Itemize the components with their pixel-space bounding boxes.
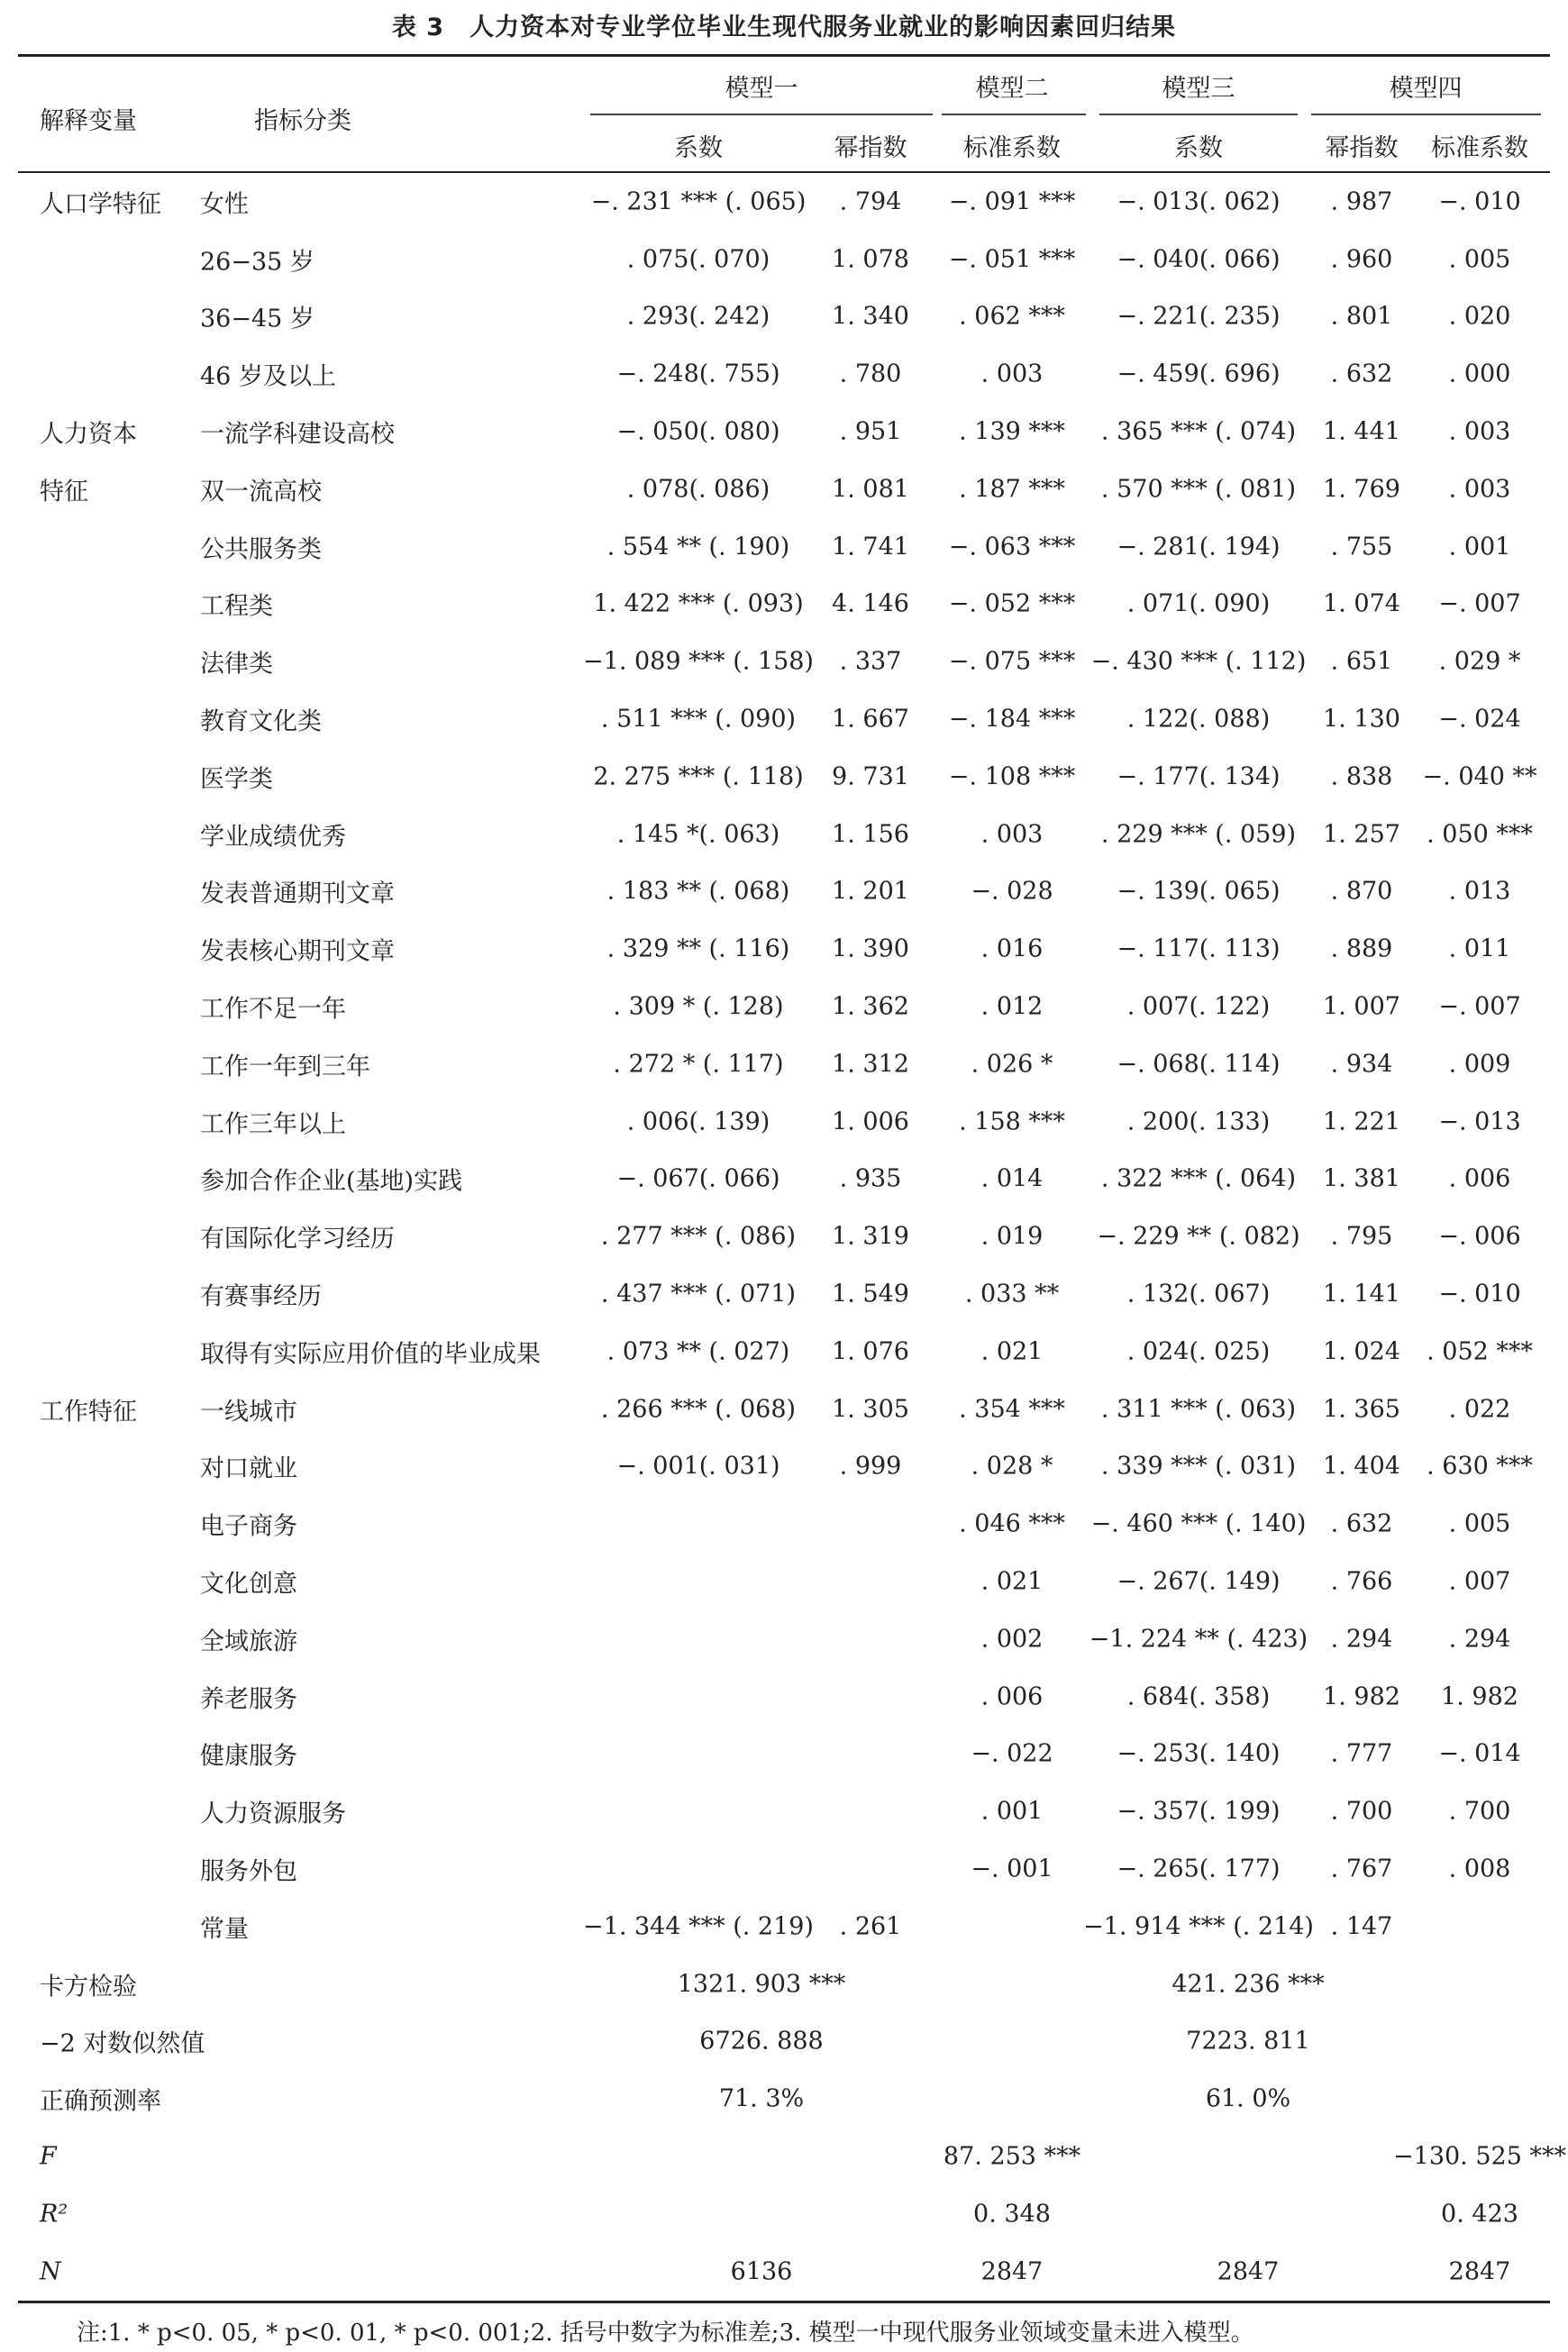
stat-m1: 1321. 903 ***	[677, 1970, 846, 1999]
m3-exp: . 838	[1330, 762, 1393, 791]
m3-coef: −. 117(. 113)	[1117, 934, 1281, 963]
m2-std: . 021	[980, 1337, 1044, 1366]
m4-std: . 006	[1448, 1164, 1511, 1193]
table-row	[0, 1782, 1568, 1840]
m3-coef: . 570 *** (. 081)	[1100, 475, 1297, 504]
row-item: 电子商务	[200, 1512, 297, 1541]
row-item: 健康服务	[200, 1742, 297, 1771]
m4-std: 1. 982	[1441, 1682, 1518, 1711]
table-row	[0, 1668, 1568, 1726]
m4-std: −. 010	[1438, 187, 1521, 216]
m2-std: . 003	[980, 360, 1044, 388]
stat-m3: 421. 236 ***	[1171, 1970, 1325, 1999]
row-item: 公共服务类	[200, 535, 322, 564]
table-row	[0, 1840, 1568, 1898]
m1-exp: . 780	[839, 360, 902, 388]
m3-coef: −. 229 ** (. 082)	[1097, 1222, 1300, 1251]
m4-std: . 700	[1448, 1797, 1511, 1826]
m1-exp: 1. 667	[832, 705, 909, 734]
header-model-2: 模型二	[975, 75, 1049, 103]
m1-coef: . 272 * (. 117)	[613, 1050, 784, 1079]
m3-coef: . 229 *** (. 059)	[1100, 820, 1297, 849]
stat-label: R²	[40, 2200, 68, 2229]
m3-exp: 1. 982	[1323, 1682, 1400, 1711]
m2-std: . 354 ***	[959, 1395, 1065, 1424]
m1-exp: 1. 340	[832, 302, 909, 331]
model-1-underline	[590, 114, 933, 115]
m4-std: −. 007	[1438, 992, 1521, 1021]
m3-coef: −. 068(. 114)	[1117, 1050, 1281, 1079]
m2-std: −. 001	[971, 1855, 1053, 1883]
stat-label: N	[40, 2257, 61, 2286]
m3-exp: . 767	[1330, 1855, 1393, 1883]
m2-std: . 046 ***	[959, 1509, 1065, 1538]
m1-exp: . 337	[839, 647, 902, 676]
m1-exp: 1. 006	[832, 1108, 909, 1136]
m2-std: −. 022	[971, 1739, 1053, 1768]
m3-exp: 1. 404	[1323, 1452, 1400, 1481]
header-model-1: 模型一	[725, 75, 798, 103]
table-row	[0, 345, 1568, 403]
m1-coef: . 075(. 070)	[626, 245, 770, 274]
row-item: 法律类	[200, 650, 273, 679]
table-row	[0, 518, 1568, 576]
m2-std: . 062 ***	[959, 302, 1065, 331]
m2-std: . 158 ***	[959, 1108, 1065, 1136]
table-row	[0, 288, 1568, 346]
row-item: 有国际化学习经历	[200, 1225, 395, 1253]
stat-m3: 7223. 811	[1186, 2027, 1310, 2056]
m1-exp: 1. 319	[832, 1222, 909, 1251]
m2-std: . 003	[980, 820, 1044, 849]
table-row	[0, 1898, 1568, 1955]
stats-row	[0, 1955, 1568, 2013]
stat-m2: 2847	[980, 2257, 1044, 2286]
row-group: 人力资本	[40, 420, 137, 449]
m3-coef: −. 040(. 066)	[1117, 245, 1281, 274]
m1-exp: 1. 741	[832, 533, 909, 561]
m4-std: . 005	[1448, 1509, 1511, 1538]
stats-row	[0, 2013, 1568, 2071]
m3-coef: −. 267(. 149)	[1117, 1567, 1281, 1596]
stats-row	[0, 2128, 1568, 2185]
subheader-m1-coef: 系数	[674, 134, 723, 162]
m4-std: . 008	[1448, 1855, 1511, 1883]
m3-coef: −. 281(. 194)	[1117, 533, 1281, 561]
m2-std: . 002	[980, 1625, 1044, 1654]
m3-coef: . 339 *** (. 031)	[1100, 1452, 1297, 1481]
m4-std: . 294	[1448, 1625, 1511, 1654]
m2-std: . 012	[980, 992, 1044, 1021]
m4-std: . 003	[1448, 475, 1511, 504]
m3-exp: . 801	[1330, 302, 1393, 331]
m4-std: −. 010	[1438, 1280, 1521, 1308]
m1-exp: . 794	[839, 187, 902, 216]
stat-label: −2 对数似然值	[40, 2029, 205, 2058]
m1-exp: 1. 312	[832, 1050, 909, 1079]
table-body	[0, 173, 1568, 2300]
table-row	[0, 633, 1568, 690]
table-row	[0, 1438, 1568, 1496]
m3-coef: −. 221(. 235)	[1117, 302, 1281, 331]
m1-coef: −. 231 *** (. 065)	[590, 187, 807, 216]
m4-std: −. 007	[1438, 589, 1521, 618]
m4-std: −. 006	[1438, 1222, 1521, 1251]
m1-exp: . 261	[839, 1912, 902, 1941]
m3-exp: . 870	[1330, 877, 1393, 906]
m4-std: . 022	[1448, 1395, 1511, 1424]
m1-coef: . 277 *** (. 086)	[600, 1222, 797, 1251]
m4-std: . 013	[1448, 877, 1511, 906]
row-item: 46 岁及以上	[200, 362, 336, 391]
m4-std: . 029 *	[1438, 647, 1521, 676]
m2-std: . 026 *	[971, 1050, 1053, 1079]
m2-std: −. 028	[971, 877, 1053, 906]
m4-std: . 003	[1448, 417, 1511, 446]
stats-row	[0, 2070, 1568, 2128]
row-item: 取得有实际应用价值的毕业成果	[200, 1340, 541, 1369]
stat-m3: 61. 0%	[1205, 2084, 1291, 2113]
row-item: 对口就业	[200, 1454, 297, 1483]
m3-coef: −. 430 *** (. 112)	[1090, 647, 1307, 676]
m4-std: . 011	[1448, 934, 1511, 963]
header-model-3: 模型三	[1162, 75, 1235, 103]
row-item: 发表核心期刊文章	[200, 937, 395, 966]
table-note: 注:1. * p<0. 05, * p<0. 01, * p<0. 001;2. 括号中数字为标准差;3. 模型一中现代服务业领域变量未进入模型。	[77, 2320, 1254, 2347]
m3-coef: −1. 914 *** (. 214)	[1083, 1912, 1314, 1941]
stat-m3: 2847	[1217, 2257, 1280, 2286]
m1-coef: −. 067(. 066)	[616, 1164, 780, 1193]
table-row	[0, 1208, 1568, 1265]
m2-std: . 016	[980, 934, 1044, 963]
m2-std: . 187 ***	[959, 475, 1065, 504]
m3-exp: . 755	[1330, 533, 1393, 561]
m1-coef: . 309 * (. 128)	[613, 992, 784, 1021]
model-3-underline	[1099, 114, 1298, 115]
row-item: 全域旅游	[200, 1627, 297, 1656]
row-group: 特征	[40, 478, 88, 506]
row-item: 26−35 岁	[200, 248, 315, 277]
m2-std: . 019	[980, 1222, 1044, 1251]
m2-std: . 006	[980, 1682, 1044, 1711]
m3-coef: −. 139(. 065)	[1117, 877, 1281, 906]
row-group: 人口学特征	[40, 190, 161, 219]
m1-coef: −. 001(. 031)	[616, 1452, 780, 1481]
m4-std: −. 040 **	[1422, 762, 1537, 791]
bottom-rule	[18, 2301, 1550, 2303]
m2-std: −. 051 ***	[948, 245, 1076, 274]
m1-exp: 9. 731	[832, 762, 909, 791]
stat-m1: 6136	[730, 2257, 793, 2286]
m1-coef: . 073 ** (. 027)	[606, 1337, 790, 1366]
m4-std: . 052 ***	[1427, 1337, 1533, 1366]
row-item: 常量	[200, 1915, 249, 1944]
m1-coef: 2. 275 *** (. 118)	[593, 762, 804, 791]
m4-std: . 020	[1448, 302, 1511, 331]
m2-std: −. 091 ***	[948, 187, 1076, 216]
row-item: 服务外包	[200, 1857, 297, 1886]
m3-exp: . 960	[1330, 245, 1393, 274]
row-item: 双一流高校	[200, 478, 322, 506]
header-model-4: 模型四	[1389, 75, 1463, 103]
m3-exp: 1. 221	[1323, 1108, 1400, 1136]
m1-coef: . 078(. 086)	[626, 475, 770, 504]
m3-coef: . 200(. 133)	[1126, 1108, 1271, 1136]
m4-std: . 050 ***	[1427, 820, 1533, 849]
subheader-m1-exp: 幂指数	[834, 134, 907, 162]
table-row	[0, 1553, 1568, 1610]
row-item: 养老服务	[200, 1685, 297, 1714]
m4-std: −. 013	[1438, 1108, 1521, 1136]
stat-m1: 71. 3%	[718, 2084, 805, 2113]
row-item: 有赛事经历	[200, 1282, 322, 1311]
m1-coef: −. 050(. 080)	[616, 417, 780, 446]
stat-m2: 87. 253 ***	[943, 2142, 1081, 2171]
row-item: 工作不足一年	[200, 995, 346, 1024]
m3-coef: . 365 *** (. 074)	[1100, 417, 1297, 446]
stats-row	[0, 2185, 1568, 2243]
table-row	[0, 1726, 1568, 1783]
row-item: 文化创意	[200, 1570, 297, 1599]
m3-exp: . 632	[1330, 1509, 1393, 1538]
m2-std: . 014	[980, 1164, 1044, 1193]
m3-coef: . 132(. 067)	[1126, 1280, 1271, 1308]
stat-m4: 0. 423	[1441, 2200, 1518, 2229]
m3-coef: −. 265(. 177)	[1117, 1855, 1281, 1883]
top-rule	[18, 54, 1550, 57]
row-item: 女性	[200, 190, 249, 219]
row-item: 工程类	[200, 592, 273, 621]
row-item: 参加合作企业(基地)实践	[200, 1167, 463, 1196]
stat-label: 卡方检验	[40, 1973, 137, 2001]
m4-std: −. 014	[1438, 1739, 1521, 1768]
model-4-underline	[1311, 114, 1541, 115]
table-row	[0, 403, 1568, 460]
m1-exp: 4. 146	[832, 589, 909, 618]
stat-m4: −130. 525 ***	[1393, 2142, 1566, 2171]
m4-std: −. 024	[1438, 705, 1521, 734]
stat-label: 正确预测率	[40, 2087, 161, 2116]
stat-m1: 6726. 888	[699, 2027, 824, 2056]
row-item: 一流学科建设高校	[200, 420, 395, 449]
m3-coef: −. 357(. 199)	[1117, 1797, 1281, 1826]
m1-coef: . 145 *(. 063)	[616, 820, 780, 849]
m2-std: −. 063 ***	[948, 533, 1076, 561]
m1-exp: 1. 078	[832, 245, 909, 274]
m3-exp: 1. 007	[1323, 992, 1400, 1021]
m3-exp: . 889	[1330, 934, 1393, 963]
header-category: 指标分类	[254, 107, 351, 135]
m1-exp: . 951	[839, 417, 902, 446]
row-item: 发表普通期刊文章	[200, 880, 395, 908]
table-row	[0, 1151, 1568, 1208]
subheader-m2-std: 标准系数	[963, 134, 1061, 162]
row-item: 人力资源服务	[200, 1800, 346, 1828]
m3-coef: . 322 *** (. 064)	[1100, 1164, 1297, 1193]
m3-exp: . 795	[1330, 1222, 1393, 1251]
m3-coef: . 071(. 090)	[1126, 589, 1271, 618]
table-row	[0, 690, 1568, 748]
m4-std: . 001	[1448, 533, 1511, 561]
stats-row	[0, 2243, 1568, 2301]
m4-std: . 007	[1448, 1567, 1511, 1596]
m2-std: −. 184 ***	[948, 705, 1076, 734]
m1-coef: −1. 089 *** (. 158)	[583, 647, 814, 676]
m3-exp: 1. 257	[1323, 820, 1400, 849]
table-row	[0, 460, 1568, 518]
m3-coef: −. 013(. 062)	[1117, 187, 1281, 216]
table-row	[0, 863, 1568, 921]
m1-coef: −. 248(. 755)	[616, 360, 780, 388]
table-title: 表 3 人力资本对专业学位毕业生现代服务业就业的影响因素回归结果	[391, 14, 1177, 41]
m1-exp: 1. 362	[832, 992, 909, 1021]
m2-std: . 028 *	[971, 1452, 1053, 1481]
m1-coef: . 554 ** (. 190)	[606, 533, 790, 561]
row-item: 学业成绩优秀	[200, 823, 346, 852]
m1-exp: 1. 201	[832, 877, 909, 906]
m1-exp: 1. 076	[832, 1337, 909, 1366]
table-row	[0, 1265, 1568, 1323]
row-item: 医学类	[200, 765, 273, 794]
m3-exp: . 147	[1330, 1912, 1393, 1941]
m4-std: . 630 ***	[1427, 1452, 1533, 1481]
m3-exp: . 294	[1330, 1625, 1393, 1654]
subheader-m3-coef: 系数	[1174, 134, 1223, 162]
m3-exp: . 777	[1330, 1739, 1393, 1768]
table-row	[0, 1381, 1568, 1438]
m1-coef: . 511 *** (. 090)	[600, 705, 797, 734]
m1-exp: . 999	[839, 1452, 902, 1481]
table-row	[0, 1093, 1568, 1151]
m3-exp: 1. 130	[1323, 705, 1400, 734]
subheader-m4-std: 标准系数	[1431, 134, 1528, 162]
m3-coef: −1. 224 ** (. 423)	[1089, 1625, 1308, 1654]
m3-exp: . 700	[1330, 1797, 1393, 1826]
table-row	[0, 748, 1568, 806]
m2-std: . 139 ***	[959, 417, 1065, 446]
table-row	[0, 1610, 1568, 1668]
m4-std: . 000	[1448, 360, 1511, 388]
m3-exp: . 934	[1330, 1050, 1393, 1079]
m3-exp: 1. 441	[1323, 417, 1400, 446]
m1-coef: . 266 *** (. 068)	[600, 1395, 797, 1424]
m3-exp: 1. 074	[1323, 589, 1400, 618]
table-row	[0, 806, 1568, 863]
header-explain-var: 解释变量	[40, 107, 137, 135]
m3-exp: 1. 024	[1323, 1337, 1400, 1366]
stat-m2: 0. 348	[973, 2200, 1051, 2229]
stat-label: F	[40, 2142, 57, 2171]
m3-coef: −. 253(. 140)	[1117, 1739, 1281, 1768]
m3-coef: . 007(. 122)	[1126, 992, 1271, 1021]
m2-std: . 021	[980, 1567, 1044, 1596]
table-row	[0, 1495, 1568, 1553]
m3-coef: −. 459(. 696)	[1117, 360, 1281, 388]
subheader-m3-exp: 幂指数	[1325, 134, 1399, 162]
m4-std: . 009	[1448, 1050, 1511, 1079]
m3-exp: . 766	[1330, 1567, 1393, 1596]
table-row	[0, 173, 1568, 231]
m1-coef: . 329 ** (. 116)	[606, 934, 790, 963]
m2-std: −. 052 ***	[948, 589, 1076, 618]
m1-coef: . 437 *** (. 071)	[600, 1280, 797, 1308]
m3-exp: 1. 381	[1323, 1164, 1400, 1193]
m1-exp: 1. 305	[832, 1395, 909, 1424]
m1-coef: . 183 ** (. 068)	[606, 877, 790, 906]
table-row	[0, 920, 1568, 978]
m3-coef: . 122(. 088)	[1126, 705, 1271, 734]
m3-coef: . 684(. 358)	[1126, 1682, 1271, 1711]
m3-exp: . 632	[1330, 360, 1393, 388]
m1-coef: −1. 344 *** (. 219)	[583, 1912, 814, 1941]
table-row	[0, 1323, 1568, 1381]
stat-m4: 2847	[1448, 2257, 1511, 2286]
m3-coef: −. 177(. 134)	[1117, 762, 1281, 791]
m1-coef: 1. 422 *** (. 093)	[593, 589, 804, 618]
m3-exp: 1. 141	[1323, 1280, 1400, 1308]
m3-coef: −. 460 *** (. 140)	[1090, 1509, 1307, 1538]
table-row	[0, 231, 1568, 288]
row-group: 工作特征	[40, 1398, 137, 1427]
row-item: 工作一年到三年	[200, 1053, 370, 1081]
m2-std: −. 108 ***	[948, 762, 1076, 791]
m3-coef: . 311 *** (. 063)	[1100, 1395, 1297, 1424]
m3-exp: . 651	[1330, 647, 1393, 676]
m3-exp: 1. 769	[1323, 475, 1400, 504]
m2-std: . 001	[980, 1797, 1044, 1826]
m3-coef: . 024(. 025)	[1126, 1337, 1271, 1366]
m2-std: −. 075 ***	[948, 647, 1076, 676]
model-2-underline	[942, 114, 1086, 115]
m1-exp: 1. 156	[832, 820, 909, 849]
table-row	[0, 978, 1568, 1035]
m1-exp: 1. 390	[832, 934, 909, 963]
m1-coef: . 006(. 139)	[626, 1108, 770, 1136]
row-item: 工作三年以上	[200, 1110, 346, 1139]
m2-std: . 033 **	[964, 1280, 1060, 1308]
m1-exp: . 935	[839, 1164, 902, 1193]
m1-coef: . 293(. 242)	[626, 302, 770, 331]
row-item: 教育文化类	[200, 707, 322, 736]
m4-std: . 005	[1448, 245, 1511, 274]
row-item: 36−45 岁	[200, 305, 315, 333]
m3-exp: . 987	[1330, 187, 1393, 216]
m1-exp: 1. 081	[832, 475, 909, 504]
table-row	[0, 1035, 1568, 1093]
m1-exp: 1. 549	[832, 1280, 909, 1308]
table-row	[0, 576, 1568, 634]
m3-exp: 1. 365	[1323, 1395, 1400, 1424]
row-item: 一线城市	[200, 1398, 297, 1427]
